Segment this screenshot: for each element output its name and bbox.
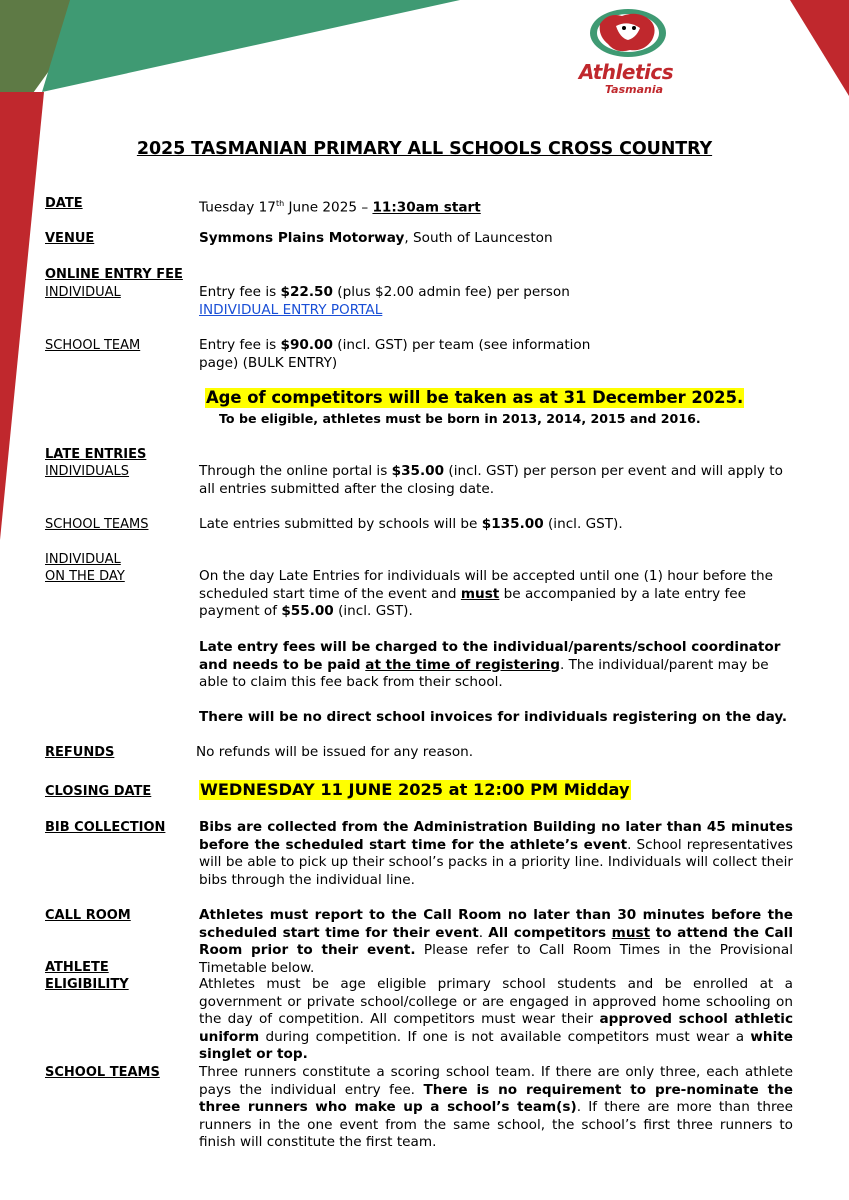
school-team-fee-post: (incl. GST) per team (see information — [332, 337, 591, 353]
late-school-teams-pre: Late entries submitted by schools will be — [199, 516, 482, 532]
on-day-fee-amount: $55.00 — [281, 603, 334, 620]
school-teams-label: SCHOOL TEAMS — [45, 1065, 160, 1080]
date-day: Tuesday 17 — [199, 199, 276, 216]
venue-label: VENUE — [45, 231, 95, 246]
school-teams-bold: There is no requirement to pre-nominate the three runners who make up a school’s team(s) — [199, 1081, 793, 1116]
devil-emblem-icon — [578, 6, 674, 62]
corner-green-shape — [42, 0, 460, 92]
on-day-must: must — [460, 585, 500, 602]
late-school-teams-amount: $135.00 — [481, 516, 544, 532]
individual-on-day-label-1: INDIVIDUAL — [45, 552, 121, 567]
school-teams-post: . If there are more than three runners in the one event from the same school, the school’s first three runners to finish will constitute the first team. — [199, 1099, 793, 1151]
late-individuals-label: INDIVIDUALS — [45, 464, 130, 479]
eligibility-uniform: approved school athletic uniform — [199, 1011, 793, 1045]
individual-fee-text — [199, 284, 793, 319]
on-day-p2-registering: at the time of registering — [365, 656, 560, 673]
school-teams-text — [199, 1064, 793, 1152]
late-individuals-text — [199, 463, 793, 498]
late-individuals-pre: Through the online portal is — [199, 463, 392, 479]
on-day-p1-mid: be accompanied by a late entry fee payment of — [199, 585, 746, 620]
age-eligibility-note: To be eligible, athletes must be born in 2013, 2014, 2015 and 2016. — [219, 411, 701, 426]
refunds-text: No refunds will be issued for any reason. — [196, 744, 474, 760]
call-room-label: CALL ROOM — [45, 908, 131, 923]
individual-on-day-label-2: ON THE DAY — [45, 569, 125, 584]
on-day-paragraph-2 — [199, 639, 793, 692]
right-red-triangle — [790, 0, 849, 96]
on-day-p2-bold: Late entry fees will be charged to the individual/parents/school coordinator and needs to be paid — [199, 639, 781, 673]
on-day-p3: There will be no direct school invoices for individuals registering on the day. — [199, 709, 788, 725]
eligibility-text — [199, 976, 793, 1064]
athlete-eligibility-label-1: ATHLETE — [45, 960, 109, 975]
venue-location: , South of Launceston — [404, 230, 553, 246]
call-room-bold2: All competitors — [488, 924, 612, 941]
venue-name: Symmons Plains Motorway — [199, 230, 405, 246]
bib-collection-bold: Bibs are collected from the Administration Building no later than 45 minutes before the scheduled start time for the athlete’s event — [199, 819, 793, 853]
school-team-fee-line2: page) (BULK ENTRY) — [199, 354, 338, 371]
individual-label: INDIVIDUAL — [45, 285, 121, 300]
individual-fee-pre: Entry fee is — [199, 284, 281, 300]
on-day-p1-pre: On the day Late Entries for individuals will be accepted until one (1) hour before the scheduled start time of the event and — [199, 568, 774, 602]
late-school-teams-text — [199, 516, 793, 534]
call-room-rest: Please refer to Call Room Times in the Provisional Timetable below. — [199, 942, 793, 976]
on-day-paragraph-1 — [199, 568, 793, 621]
closing-date-highlight: WEDNESDAY 11 JUNE 2025 at 12:00 PM Midday — [200, 780, 630, 799]
date-value — [199, 195, 793, 217]
venue-value — [199, 230, 793, 248]
athletics-tasmania-logo — [578, 6, 674, 98]
school-team-fee-text — [199, 337, 793, 372]
call-room-bold1: Athletes must report to the Call Room no later than 30 minutes before the scheduled start time for their event — [199, 907, 793, 941]
on-day-p1-post: (incl. GST). — [333, 603, 413, 620]
refunds-label: REFUNDS — [45, 745, 115, 760]
individual-fee-post: (plus $2.00 admin fee) per person — [332, 284, 570, 300]
late-school-teams-post: (incl. GST). — [543, 516, 623, 532]
date-month: June 2025 – — [284, 199, 373, 216]
bib-collection-text — [199, 819, 793, 889]
individual-entry-portal-link[interactable]: INDIVIDUAL ENTRY PORTAL — [199, 301, 383, 318]
school-team-fee-amount: $90.00 — [280, 337, 333, 353]
call-room-must: must — [611, 924, 651, 941]
call-room-dot: . — [478, 924, 489, 941]
bib-collection-label: BIB COLLECTION — [45, 820, 166, 835]
age-notice-highlight: Age of competitors will be taken as at 31 December 2025. — [206, 388, 744, 407]
start-time: 11:30am start — [372, 199, 481, 216]
page-title: 2025 TASMANIAN PRIMARY ALL SCHOOLS CROSS COUNTRY — [136, 139, 713, 159]
logo-wordmark: Athletics — [578, 60, 674, 84]
date-suffix: th — [275, 199, 285, 208]
late-individuals-amount: $35.00 — [391, 463, 445, 479]
school-teams-pre: Three runners constitute a scoring school team. If there are only three, each athlete pays the individual entry fee. — [199, 1064, 793, 1098]
school-team-label: SCHOOL TEAM — [45, 338, 141, 353]
call-room-text — [199, 907, 793, 977]
athlete-eligibility-label-2: ELIGIBILITY — [45, 977, 129, 992]
late-entries-label: LATE ENTRIES — [45, 447, 147, 462]
on-day-paragraph-3 — [199, 709, 793, 727]
eligibility-mid: during competition. If one is not available competitors must wear a — [259, 1028, 751, 1045]
date-label: DATE — [45, 196, 83, 211]
eligibility-singlet: white singlet or top. — [199, 1028, 793, 1063]
late-school-teams-label: SCHOOL TEAMS — [45, 517, 149, 532]
school-team-fee-pre: Entry fee is — [199, 337, 281, 353]
left-red-band — [0, 92, 44, 540]
closing-date-label: CLOSING DATE — [45, 784, 152, 799]
call-room-bold3: to attend the Call Room prior to their event. — [199, 924, 793, 959]
late-individuals-post: (incl. GST) per person per event and will apply to all entries submitted after the closing date. — [199, 463, 783, 497]
on-day-p2-post: . The individual/parent may be able to claim this fee back from their school. — [199, 656, 769, 691]
logo-subword: Tasmania — [604, 83, 664, 96]
eligibility-pre: Athletes must be age eligible primary school students and be enrolled at a government or private school/college or are engaged in approved home schooling on the day of competition. All competitors must wear their — [199, 976, 793, 1028]
bib-collection-rest: . School representatives will be able to pick up their school’s packs in a priority line. Individuals will collect their bibs through the individual line. — [199, 836, 793, 888]
online-entry-fee-label: ONLINE ENTRY FEE — [45, 267, 183, 282]
individual-fee-amount: $22.50 — [280, 284, 333, 300]
